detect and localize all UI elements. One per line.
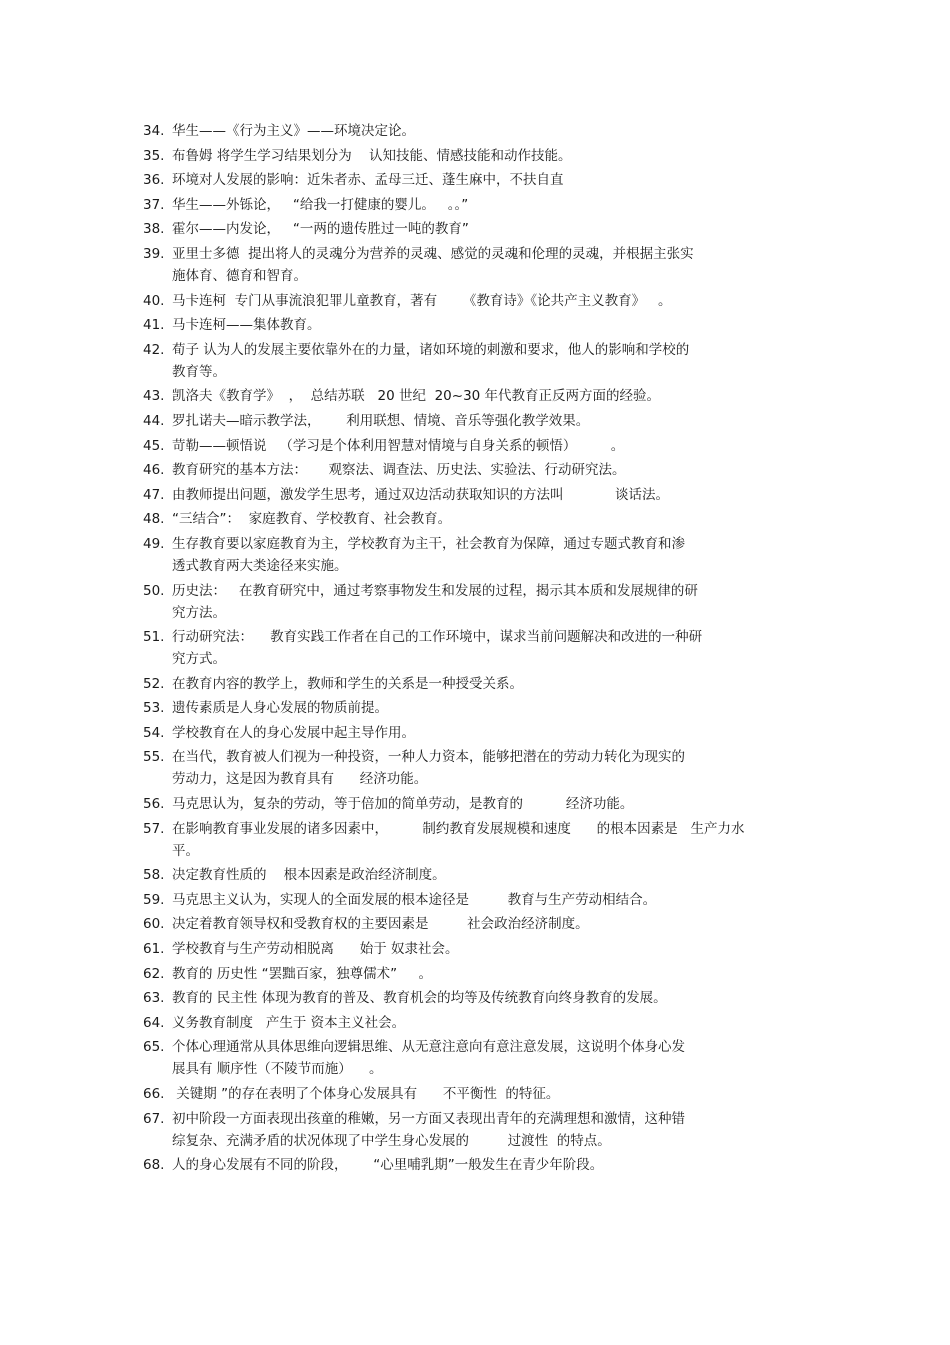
item-text: 历史法： 在教育研究中，通过考察事物发生和发展的过程，揭示其本质和发展规律的研 究方法。 <box>172 582 698 621</box>
item-text: 由教师提出问题，激发学生思考，通过双边活动获取知识的方法叫 谈话法。 <box>172 486 669 503</box>
item-number: 49. <box>143 535 165 552</box>
item-text: 人的身心发展有不同的阶段， “心里哺乳期”一般发生在青少年阶段。 <box>172 1157 604 1174</box>
item-text: 决定教育性质的 根本因素是政治经济制度。 <box>172 867 446 884</box>
item-number: 57. <box>143 820 165 837</box>
list-item <box>143 1012 813 1034</box>
list-item <box>143 290 813 312</box>
item-text: 生存教育要以家庭教育为主，学校教育为主干，社会教育为保障，通过专题式教育和渗 透式教育两大类途径来实施。 <box>172 535 685 574</box>
item-number: 62. <box>143 965 165 982</box>
list-item <box>143 484 813 506</box>
item-text: 初中阶段一方面表现出孩童的稚嫩，另一方面又表现出青年的充满理想和激情，这种错 综复杂、充满矛盾的状况体现了中学生身心发展的 过渡性 的特点。 <box>172 1110 685 1149</box>
list-item <box>143 746 813 790</box>
item-number: 58. <box>143 867 165 884</box>
list-item <box>143 169 813 191</box>
item-text: 亚里士多德 提出将人的灵魂分为营养的灵魂、感觉的灵魂和伦理的灵魂，并根据主张实 施体育、德育和智育。 <box>172 245 694 284</box>
list-item <box>143 913 813 935</box>
item-number: 51. <box>143 629 165 646</box>
item-number: 56. <box>143 796 165 813</box>
item-text: 遗传素质是人身心发展的物质前提。 <box>172 700 388 717</box>
numbered-list <box>143 120 813 1179</box>
item-number: 59. <box>143 891 165 908</box>
item-text: 关键期 ”的存在表明了个体身心发展具有 不平衡性 的特征。 <box>172 1086 560 1102</box>
item-text: 霍尔——内发论， “一两的遗传胜过一吨的教育” <box>172 221 469 238</box>
item-text: 环境对人发展的影响：近朱者赤、孟母三迁、蓬生麻中，不扶自直 <box>172 172 564 189</box>
item-number: 36. <box>143 172 165 189</box>
item-number: 53. <box>143 700 165 717</box>
item-text: 马克思认为，复杂的劳动，等于倍加的简单劳动，是教育的 经济功能。 <box>172 796 634 813</box>
list-item <box>143 508 813 530</box>
item-number: 64. <box>143 1014 165 1031</box>
list-item <box>143 673 813 695</box>
item-text: 学校教育在人的身心发展中起主导作用。 <box>172 724 415 741</box>
list-item <box>143 697 813 719</box>
item-text: 在当代，教育被人们视为一种投资，一种人力资本，能够把潜在的劳动力转化为现实的 劳动力，这是因为教育具有 经济功能。 <box>172 749 685 788</box>
item-number: 44. <box>143 412 165 429</box>
item-text: 在影响教育事业发展的诸多因素中， 制约教育发展规模和速度 的根本因素是 生产力水 平。 <box>172 820 745 859</box>
list-item <box>143 1154 813 1176</box>
item-number: 66. <box>143 1086 165 1102</box>
list-item <box>143 626 813 670</box>
item-number: 46. <box>143 462 165 479</box>
item-text: 学校教育与生产劳动相脱离 始于 奴隶社会。 <box>172 941 459 958</box>
list-item <box>143 339 813 383</box>
list-item <box>143 243 813 287</box>
list-item <box>143 145 813 167</box>
item-number: 43. <box>143 388 165 405</box>
item-number: 42. <box>143 341 165 358</box>
list-item <box>143 1083 813 1105</box>
item-number: 50. <box>143 582 165 599</box>
item-number: 48. <box>143 511 165 528</box>
item-number: 34. <box>143 123 165 139</box>
item-text: 马卡连柯——集体教育。 <box>172 317 321 334</box>
list-item <box>143 864 813 886</box>
list-item <box>143 314 813 336</box>
item-number: 41. <box>143 317 165 334</box>
item-text: 凯洛夫《教育学》 ， 总结苏联 20 世纪 20~30 年代教育正反两方面的经验。 <box>172 388 661 405</box>
item-text: 教育的 历史性 “罢黜百家，独尊儒术” 。 <box>172 965 433 982</box>
list-item <box>143 580 813 624</box>
item-text: 马克思主义认为，实现人的全面发展的根本途径是 教育与生产劳动相结合。 <box>172 891 657 908</box>
item-text: 个体心理通常从具体思维向逻辑思维、从无意注意向有意注意发展，这说明个体身心发 展具有 顺序性（不陵节而施） 。 <box>172 1039 685 1078</box>
list-item <box>143 533 813 577</box>
item-number: 52. <box>143 675 165 692</box>
list-item <box>143 218 813 240</box>
item-number: 65. <box>143 1039 165 1056</box>
item-number: 60. <box>143 916 165 933</box>
item-number: 67. <box>143 1110 165 1127</box>
item-text: 苛勒——顿悟说 （学习是个体利用智慧对情境与自身关系的顿悟） 。 <box>172 437 625 454</box>
item-number: 55. <box>143 749 165 766</box>
item-number: 54. <box>143 724 165 741</box>
list-item <box>143 1036 813 1080</box>
item-number: 61. <box>143 941 165 958</box>
item-text: 教育的 民主性 体现为教育的普及、教育机会的均等及传统教育向终身教育的发展。 <box>172 990 667 1007</box>
item-text: 荀子 认为人的发展主要依靠外在的力量，诸如环境的刺激和要求，他人的影响和学校的 教育等。 <box>172 341 690 380</box>
item-text: 在教育内容的教学上，教师和学生的关系是一种授受关系。 <box>172 675 523 692</box>
list-item <box>143 385 813 407</box>
list-item <box>143 818 813 862</box>
item-text: 教育研究的基本方法： 观察法、调查法、历史法、实验法、行动研究法。 <box>172 462 626 479</box>
list-item <box>143 938 813 960</box>
list-item <box>143 793 813 815</box>
list-item <box>143 459 813 481</box>
item-text: “三结合”： 家庭教育、学校教育、社会教育。 <box>172 511 452 528</box>
list-item <box>143 722 813 744</box>
item-text: 罗扎诺夫—暗示教学法， 利用联想、情境、音乐等强化教学效果。 <box>172 412 590 429</box>
item-number: 40. <box>143 292 165 309</box>
item-text: 义务教育制度 产生于 资本主义社会。 <box>172 1014 406 1031</box>
item-text: 华生——《行为主义》——环境决定论。 <box>172 123 415 139</box>
list-item <box>143 987 813 1009</box>
list-item <box>143 963 813 985</box>
item-number: 68. <box>143 1157 165 1174</box>
item-number: 45. <box>143 437 165 454</box>
list-item <box>143 194 813 216</box>
list-item <box>143 410 813 432</box>
list-item <box>143 435 813 457</box>
item-text: 华生——外铄论， “给我一打健康的婴儿。 。。” <box>172 196 469 213</box>
item-number: 37. <box>143 196 165 213</box>
list-item <box>143 1108 813 1152</box>
item-text: 布鲁姆 将学生学习结果划分为 认知技能、情感技能和动作技能。 <box>172 147 572 164</box>
item-text: 马卡连柯 专门从事流浪犯罪儿童教育，著有 《教育诗》《论共产主义教育》 。 <box>172 292 672 309</box>
item-number: 35. <box>143 147 165 164</box>
item-text: 行动研究法： 教育实践工作者在自己的工作环境中，谋求当前问题解决和改进的一种研 究方式。 <box>172 629 703 668</box>
item-text: 决定着教育领导权和受教育权的主要因素是 社会政治经济制度。 <box>172 916 589 933</box>
item-number: 38. <box>143 221 165 238</box>
item-number: 63. <box>143 990 165 1007</box>
item-number: 47. <box>143 486 165 503</box>
item-number: 39. <box>143 245 165 262</box>
list-item <box>143 889 813 911</box>
list-item <box>143 120 813 142</box>
